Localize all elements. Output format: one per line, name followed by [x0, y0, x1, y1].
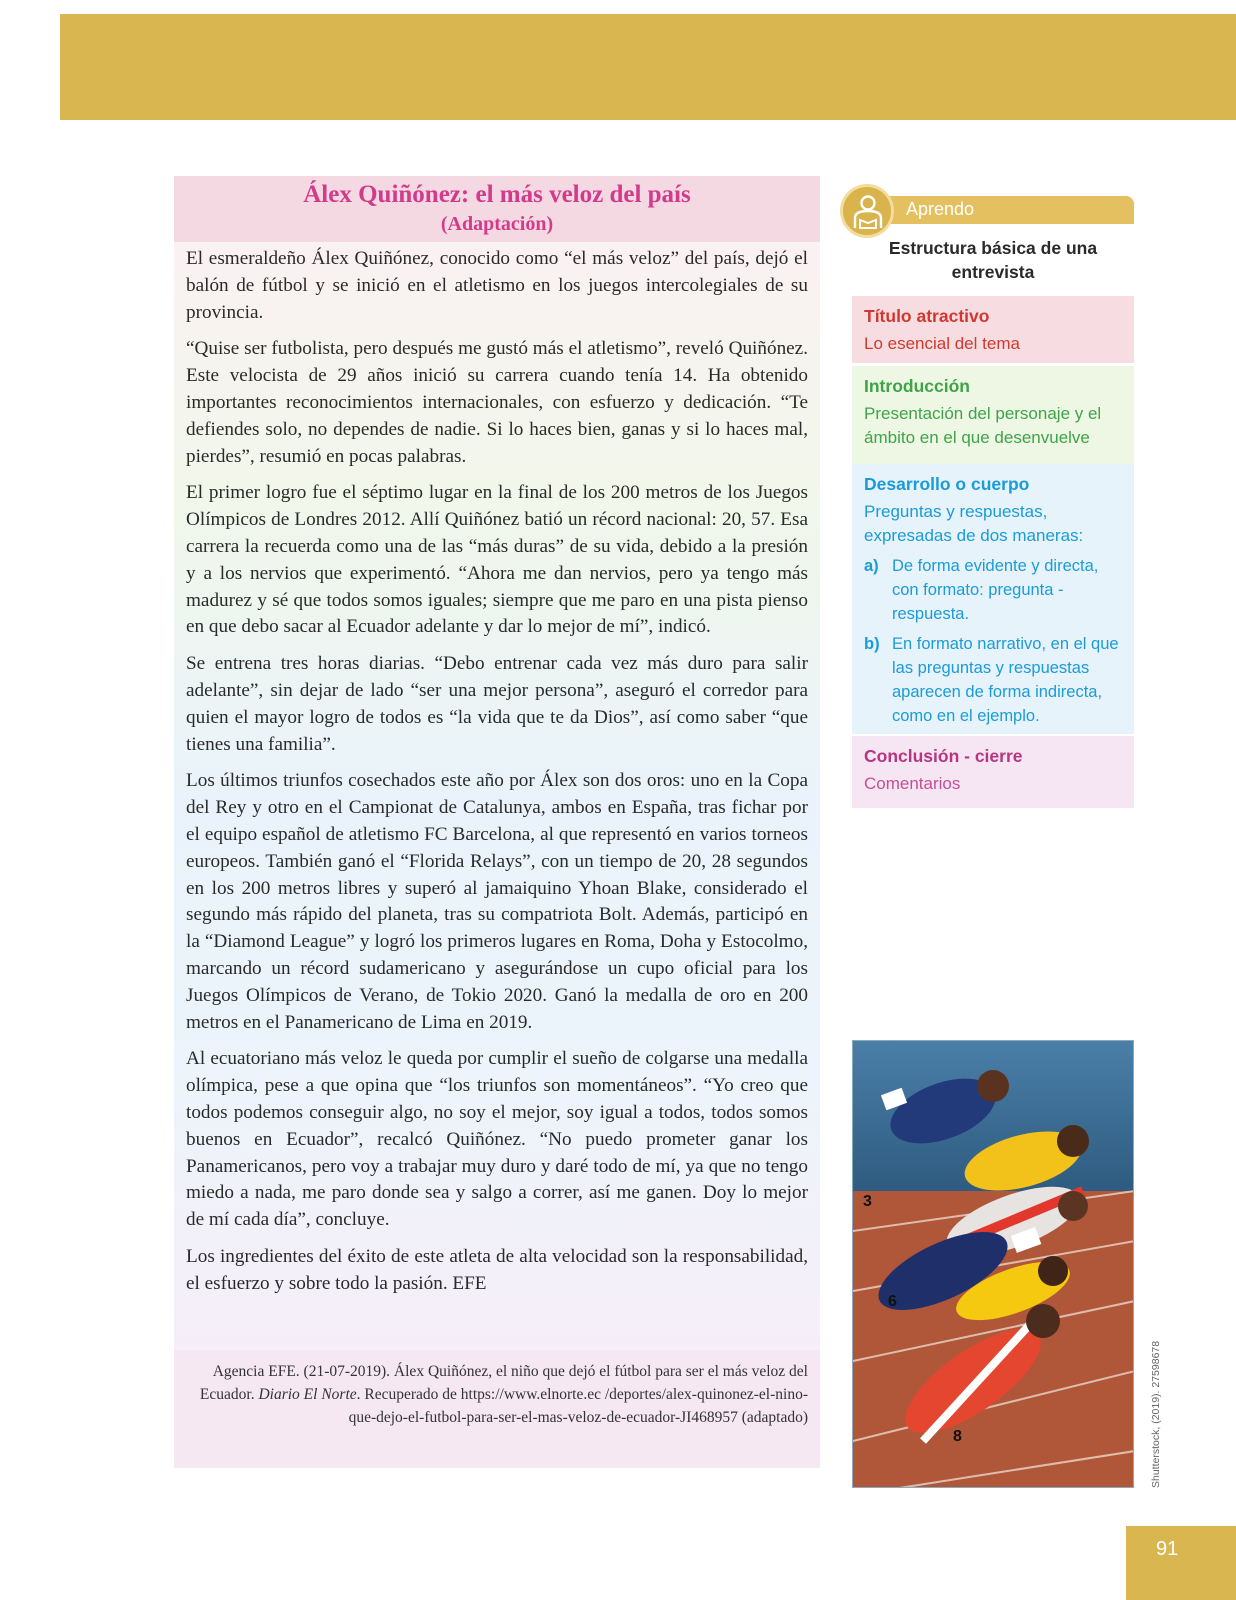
article-paragraph: Al ecuatoriano más veloz le queda por cumplir el sueño de colgarse una medalla olímpica, pese a que opina que “los triunfos son momentáneos”. “Yo creo que todos podemos conseguir algo, no soy el mejor, soy igual a todos, todos somos buenos en Ecuador”, recalcó Quiñónez. “No puedo prometer ganar los Panamericanos, pero voy a trabajar muy duro y daré todo de mí, ya que no tengo miedo a nada, me paro donde sea y salgo a correr, así me ganen. Doy lo mejor de mí cada día”, concluye. — [186, 1048, 808, 1231]
section-conclusion — [852, 736, 1134, 808]
aprendo-label: Aprendo — [906, 199, 975, 219]
article-paragraph: “Quise ser futbolista, pero después me gustó más el atletismo”, reveló Quiñónez. Este velocista de 29 años inició su carrera cuando tenía 14. Ha obtenido importantes reconocimientos internacionales, con esfuerzo y dedicación. “Te defiendes solo, no dependes de nadie. Si lo haces bien, ganas y si lo haces mal, pierdes”, resumió en pocas palabras. — [186, 338, 808, 467]
sprinters-photo — [852, 1040, 1134, 1488]
section-title: Introducción — [864, 376, 970, 396]
page-number-text: 91 — [1156, 1538, 1179, 1560]
article-body — [174, 242, 820, 1297]
reference-text: Agencia EFE. (21-07-2019). Álex Quiñónez, el niño que dejó el fútbol para ser el más veloz del Ecuador. — [199, 1363, 808, 1403]
article-box — [174, 176, 820, 1468]
article-subtitle: (Adaptación) — [440, 213, 554, 235]
learner-icon — [840, 184, 894, 238]
section-title: Título atractivo — [864, 306, 990, 326]
article-paragraph: Se entrena tres horas diarias. “Debo entrenar cada vez más duro para salir adelante”, sin dejar de lado “ser una mejor persona”, aseguró el corredor para quien el mayor logro de todos es “la vida que te da Dios”, así como saber “que tienes una familia”. — [186, 653, 808, 755]
page-number — [1126, 1526, 1236, 1600]
bib-number: 6 — [888, 1293, 897, 1310]
top-color-band — [60, 14, 1236, 120]
aprendo-heading: Estructura básica de una entrevista — [888, 238, 1098, 282]
item-letter: a) — [864, 557, 879, 575]
list-item — [864, 554, 1122, 626]
section-text: Comentarios — [864, 774, 961, 793]
bib-number: 3 — [863, 1193, 872, 1210]
list-item — [864, 632, 1122, 728]
bib-number: 8 — [953, 1428, 962, 1445]
photo-credit: Shutterstock, (2019). 27598678 — [1150, 1340, 1162, 1488]
item-text: De forma evidente y directa, con formato: pregunta -respuesta. — [892, 557, 1099, 623]
section-title: Conclusión - cierre — [864, 746, 1023, 766]
article-paragraph: El esmeraldeño Álex Quiñónez, conocido como “el más veloz” del país, dejó el balón de fútbol y se inició en el atletismo en los juegos intercolegiales de su provincia. — [186, 248, 808, 323]
item-text: En formato narrativo, en el que las preguntas y respuestas aparecen de forma indirecta, como en el ejemplo. — [892, 635, 1119, 725]
section-text: Preguntas y respuestas, expresadas de dos maneras: — [864, 502, 1084, 545]
section-introduccion — [852, 366, 1134, 464]
section-text: Lo esencial del tema — [864, 334, 1020, 353]
section-desarrollo — [852, 464, 1134, 734]
aprendo-box — [852, 196, 1134, 808]
section-text: Presentación del personaje y el ámbito en el que desenvuelve — [864, 404, 1102, 447]
article-paragraph: El primer logro fue el séptimo lugar en la final de los 200 metros de los Juegos Olímpicos de Londres 2012. Allí Quiñónez batió un récord nacional: 20, 57. Esa carrera la recuerda como una de las “más duras” de su vida, debido a la presión y a los nervios que experimentó. “Ahora me dan nervios, pero ya tengo más madurez y sé que todos somos iguales; siempre que me paro en una pista pienso en que debo sacar al Ecuador adelante y dar lo mejor de mí”, indicó. — [186, 482, 808, 638]
article-paragraph: Los ingredientes del éxito de este atleta de alta velocidad son la responsabilidad, el esfuerzo y sobre todo la pasión. EFE — [186, 1245, 808, 1294]
aprendo-tab — [852, 196, 1134, 224]
item-letter: b) — [864, 635, 880, 653]
reference-source: Diario El Norte — [258, 1386, 357, 1403]
article-reference — [174, 1350, 820, 1468]
article-header — [174, 176, 820, 242]
section-title: Desarrollo o cuerpo — [864, 474, 1030, 494]
article-paragraph: Los últimos triunfos cosechados este año por Álex son dos oros: uno en la Copa del Rey y otro en el Campionat de Catalunya, ambos en España, tras fichar por el equipo español de atletismo FC Barcelona, al que representó en varios torneos europeos. También ganó el “Florida Relays”, con un tiempo de 20, 28 segundos en los 200 metros libres y superó al jamaiquino Yhoan Blake, considerado el segundo más rápido del planeta, tras su compatriota Bolt. Además, participó en la “Diamond League” y logró los primeros lugares en Roma, Doha y Estocolmo, marcando un récord sudamericano y asegurándose un cupo oficial para los Juegos Olímpicos de Verano, de Tokio 2020. Ganó la medalla de oro en 200 metros en el Panamericano de Lima en 2019. — [186, 770, 808, 1033]
article-title: Álex Quiñónez: el más veloz del país — [303, 181, 691, 208]
section-titulo — [852, 296, 1134, 363]
reference-url: . Recuperado de https://www.elnorte.ec /deportes/alex-quinonez-el-nino-que-dejo-el-futbol-para-ser-el-mas-veloz-de-ecuador-JI468957 (adaptado) — [348, 1386, 808, 1426]
